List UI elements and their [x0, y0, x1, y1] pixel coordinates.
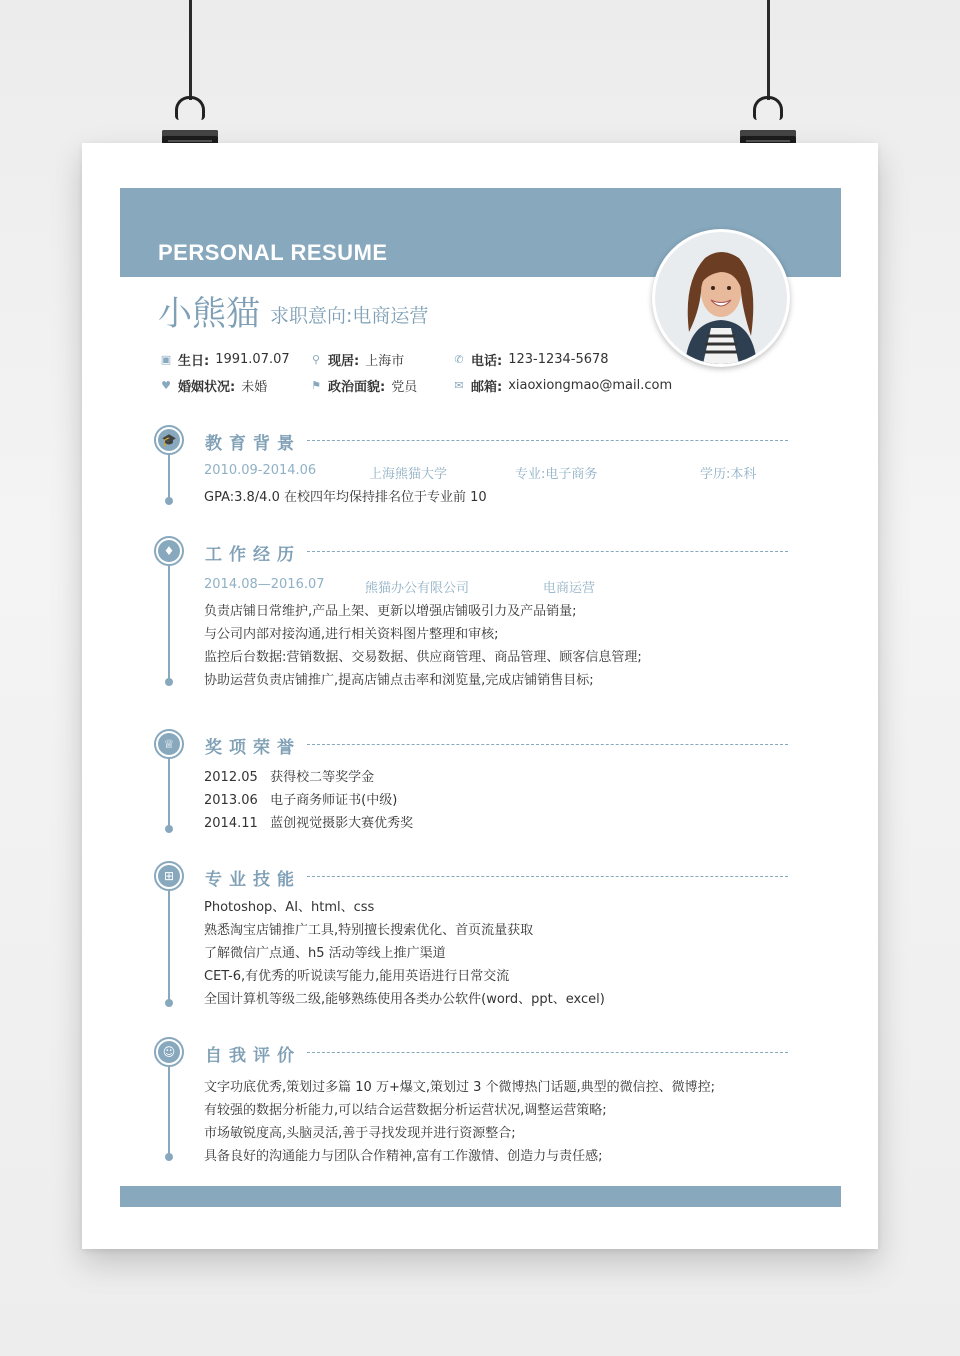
- section-badge: [154, 536, 184, 566]
- timeline-line: [168, 1067, 170, 1155]
- section-title: 工作经历: [205, 545, 301, 565]
- footer-bar: [120, 1186, 841, 1207]
- award-date: 2013.06: [204, 793, 258, 808]
- section-skills-header: [154, 861, 788, 891]
- award-item: [204, 812, 413, 831]
- section-education-header: [154, 425, 788, 455]
- mail-icon: ✉: [454, 378, 464, 392]
- skill-item: 了解微信广点通、h5 活动等线上推广渠道: [204, 946, 446, 961]
- candidate-name: 小熊猫: [158, 294, 260, 334]
- work-position: 电商运营: [543, 581, 596, 596]
- award-text: 获得校二等奖学金: [270, 770, 375, 785]
- work-company: 熊猫办公有限公司: [365, 581, 470, 596]
- work-duty: 协助运营负责店铺推广,提高店铺点击率和浏览量,完成店铺销售目标;: [204, 673, 594, 688]
- hanging-wire-left: [189, 0, 192, 100]
- timeline-dot: [165, 497, 173, 505]
- info-key: 电话:: [471, 354, 503, 369]
- timeline-dot: [165, 825, 173, 833]
- education-gpa: GPA:3.8/4.0 在校四年均保持排名位于专业前 10: [204, 490, 487, 505]
- resume-paper: [82, 143, 878, 1249]
- info-key: 政治面貌:: [328, 380, 386, 395]
- self-eval-item: 文字功底优秀,策划过多篇 10 万+爆文,策划过 3 个微博热门话题,典型的微信控、微博控;: [204, 1080, 716, 1095]
- info-residence: [310, 350, 404, 369]
- timeline-dot: [165, 678, 173, 686]
- info-value: 党员: [391, 380, 418, 395]
- section-divider: [307, 876, 788, 877]
- trophy-icon: ♕: [158, 733, 180, 755]
- info-marital: [160, 376, 267, 395]
- section-divider: [307, 744, 788, 745]
- skill-item: 熟悉淘宝店铺推广工具,特别擅长搜索优化、首页流量获取: [204, 923, 534, 938]
- user-icon: ☺: [158, 1041, 180, 1063]
- info-value: 未婚: [241, 380, 268, 395]
- info-key: 婚姻状况:: [178, 380, 236, 395]
- info-key: 邮箱:: [471, 380, 503, 395]
- self-eval-item: 市场敏锐度高,头脑灵活,善于寻找发现并进行资源整合;: [204, 1126, 516, 1141]
- flag-icon: ⚑: [311, 378, 321, 392]
- section-title: 专业技能: [205, 870, 301, 890]
- skill-item: Photoshop、AI、html、css: [204, 900, 375, 915]
- section-divider: [307, 1052, 788, 1053]
- section-badge: [154, 1037, 184, 1067]
- info-value: xiaoxiongmao@mail.com: [508, 378, 673, 393]
- section-title: 奖项荣誉: [205, 738, 301, 758]
- info-email: [453, 376, 672, 395]
- section-divider: [307, 440, 788, 441]
- section-work-header: [154, 536, 788, 566]
- skill-item: 全国计算机等级二级,能够熟练使用各类办公软件(word、ppt、excel): [204, 992, 605, 1007]
- info-value: 1991.07.07: [215, 352, 290, 367]
- timeline-dot: [165, 999, 173, 1007]
- award-text: 蓝创视觉摄影大赛优秀奖: [270, 816, 414, 831]
- job-intent-label: 求职意向:: [270, 305, 353, 327]
- education-school: 上海熊猫大学: [369, 467, 448, 482]
- section-badge: [154, 729, 184, 759]
- section-awards-header: [154, 729, 788, 759]
- tie-icon: ♦: [158, 540, 180, 562]
- section-self-header: [154, 1037, 788, 1067]
- self-eval-item: 具备良好的沟通能力与团队合作精神,富有工作激情、创造力与责任感;: [204, 1149, 603, 1164]
- banner-title: PERSONAL RESUME: [158, 240, 388, 265]
- work-duty: 与公司内部对接沟通,进行相关资料图片整理和审核;: [204, 627, 499, 642]
- section-badge: [154, 861, 184, 891]
- info-birthday: [160, 350, 290, 369]
- timeline-line: [168, 566, 170, 680]
- info-key: 生日:: [178, 354, 210, 369]
- skill-item: CET-6,有优秀的听说读写能力,能用英语进行日常交流: [204, 969, 510, 984]
- award-date: 2014.11: [204, 816, 258, 831]
- profile-photo: [652, 229, 790, 367]
- section-divider: [307, 551, 788, 552]
- portrait-image: [655, 232, 787, 364]
- timeline-dot: [165, 1153, 173, 1161]
- hanging-wire-right: [767, 0, 770, 100]
- windows-icon: ⊞: [158, 865, 180, 887]
- job-intent: [270, 301, 428, 328]
- section-badge: [154, 425, 184, 455]
- education-major: 专业:电子商务: [515, 467, 598, 482]
- info-phone: [453, 350, 609, 369]
- phone-icon: ✆: [454, 352, 464, 366]
- section-title: 自我评价: [205, 1046, 301, 1066]
- job-intent-value: 电商运营: [352, 305, 429, 327]
- info-key: 现居:: [328, 354, 360, 369]
- education-period: 2010.09-2014.06: [204, 463, 317, 478]
- info-value: 123-1234-5678: [508, 352, 609, 367]
- work-period: 2014.08—2016.07: [204, 577, 325, 592]
- location-icon: ⚲: [311, 352, 321, 366]
- timeline-line: [168, 891, 170, 1001]
- education-degree: 学历:本科: [700, 467, 757, 482]
- graduation-cap-icon: 🎓: [158, 429, 180, 451]
- info-political: [310, 376, 417, 395]
- timeline-line: [168, 759, 170, 827]
- timeline-line: [168, 455, 170, 499]
- calendar-icon: ▣: [160, 352, 172, 366]
- award-item: [204, 766, 374, 785]
- work-duty: 负责店铺日常维护,产品上架、更新以增强店铺吸引力及产品销量;: [204, 604, 577, 619]
- award-date: 2012.05: [204, 770, 258, 785]
- section-title: 教育背景: [205, 434, 301, 454]
- heart-icon: ♥: [161, 378, 171, 392]
- award-text: 电子商务师证书(中级): [270, 793, 398, 808]
- award-item: [204, 789, 397, 808]
- info-value: 上海市: [365, 354, 405, 369]
- work-duty: 监控后台数据:营销数据、交易数据、供应商管理、商品管理、顾客信息管理;: [204, 650, 642, 665]
- self-eval-item: 有较强的数据分析能力,可以结合运营数据分析运营状况,调整运营策略;: [204, 1103, 607, 1118]
